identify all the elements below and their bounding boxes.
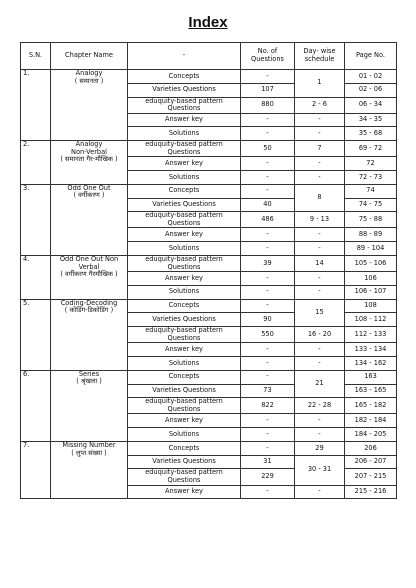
day-schedule: 30 - 31 (295, 455, 345, 485)
table-row (21, 184, 397, 198)
day-schedule: - (295, 242, 345, 256)
question-count: - (241, 441, 295, 455)
day-schedule: 7 (295, 141, 345, 157)
page-number: 69 - 72 (345, 141, 397, 157)
chapter-number: 5. (21, 299, 51, 370)
day-schedule: - (295, 343, 345, 357)
topic-cell: Concepts (128, 184, 241, 198)
topic-cell: Concepts (128, 370, 241, 384)
page-number: 206 - 207 (345, 455, 397, 469)
day-schedule: 22 - 28 (295, 398, 345, 414)
page-number: 106 (345, 272, 397, 286)
chapter-name-line: Coding-Decoding (60, 299, 118, 307)
day-schedule: 15 (295, 299, 345, 327)
chapter-number: 1. (21, 70, 51, 141)
question-count: - (241, 171, 295, 185)
day-schedule: 1 (295, 70, 345, 98)
table-row (21, 255, 397, 271)
chapter-name-line: Missing Number (62, 441, 116, 449)
chapter-name-line: ( समानता गैर-मौखिक ) (60, 155, 118, 164)
page-number: 215 - 216 (345, 485, 397, 499)
chapter-name (51, 141, 128, 185)
chapter-number: 7. (21, 441, 51, 498)
question-count: - (241, 70, 295, 84)
chapter-name (51, 70, 128, 141)
day-schedule: - (295, 171, 345, 185)
day-schedule: - (295, 428, 345, 442)
question-count: 73 (241, 384, 295, 398)
day-schedule: - (295, 414, 345, 428)
chapter-name-line: Analogy (75, 140, 103, 149)
day-schedule: - (295, 357, 345, 371)
page-number: 72 - 73 (345, 171, 397, 185)
header-schedule: Day- wise schedule (295, 43, 345, 70)
question-count: 31 (241, 455, 295, 469)
page-number: 184 - 205 (345, 428, 397, 442)
question-count: 822 (241, 398, 295, 414)
chapter-name-line: ( कोडिंग-डिकोडिंग ) (64, 306, 114, 315)
question-count: - (241, 272, 295, 286)
page-number: 163 (345, 370, 397, 384)
question-count: 486 (241, 212, 295, 228)
chapter-name-line: ( वर्गीकरण गैरमौखिक ) (60, 270, 118, 279)
day-schedule: 21 (295, 370, 345, 398)
index-table-body (21, 70, 397, 499)
topic-cell: eduquity-based pattern Questions (128, 398, 241, 414)
topic-cell: Answer key (128, 157, 241, 171)
topic-cell: eduquity-based pattern Questions (128, 469, 241, 485)
chapter-name-line: ( वर्गीकरण ) (73, 191, 105, 200)
chapter-name (51, 441, 128, 498)
question-count: 50 (241, 141, 295, 157)
page-number: 88 - 89 (345, 228, 397, 242)
chapter-name-line: Analogy (75, 69, 103, 77)
question-count: - (241, 127, 295, 141)
table-row (21, 299, 397, 313)
page-number: 108 - 112 (345, 313, 397, 327)
question-count: 39 (241, 255, 295, 271)
question-count: - (241, 357, 295, 371)
page-number: 01 - 02 (345, 70, 397, 84)
index-table (20, 42, 397, 499)
question-count: 107 (241, 83, 295, 97)
day-schedule: 9 - 13 (295, 212, 345, 228)
question-count: 90 (241, 313, 295, 327)
topic-cell: Varieties Questions (128, 198, 241, 212)
header-questions: No. of Questions (241, 43, 295, 70)
question-count: - (241, 343, 295, 357)
topic-cell: Answer key (128, 113, 241, 127)
chapter-name-line: ( श्रृंखला ) (76, 377, 102, 386)
question-count: - (241, 285, 295, 299)
topic-cell: Concepts (128, 299, 241, 313)
day-schedule: 29 (295, 441, 345, 455)
topic-cell: Solutions (128, 127, 241, 141)
chapter-name (51, 299, 128, 370)
table-row (21, 70, 397, 84)
page-number: 89 - 104 (345, 242, 397, 256)
topic-cell: Varieties Questions (128, 83, 241, 97)
topic-cell: eduquity-based pattern Questions (128, 212, 241, 228)
day-schedule: 8 (295, 184, 345, 212)
day-schedule: - (295, 113, 345, 127)
question-count: 880 (241, 97, 295, 113)
page-number: 134 - 162 (345, 357, 397, 371)
question-count: - (241, 228, 295, 242)
day-schedule: - (295, 157, 345, 171)
chapter-name-line: ( लुप्त संख्या ) (71, 448, 107, 457)
topic-cell: Solutions (128, 428, 241, 442)
topic-cell: eduquity-based pattern Questions (128, 97, 241, 113)
page-number: 72 (345, 157, 397, 171)
question-count: 40 (241, 198, 295, 212)
page-number: 75 - 88 (345, 212, 397, 228)
chapter-number: 3. (21, 184, 51, 255)
table-row (21, 141, 397, 157)
question-count: - (241, 428, 295, 442)
topic-cell: Solutions (128, 242, 241, 256)
topic-cell: Solutions (128, 171, 241, 185)
chapter-name-line: Odd One Out Non Verbal (59, 255, 119, 271)
question-count: 229 (241, 469, 295, 485)
page-number: 206 (345, 441, 397, 455)
page-number: 106 - 107 (345, 285, 397, 299)
day-schedule: - (295, 285, 345, 299)
day-schedule: - (295, 485, 345, 499)
page-number: 105 - 106 (345, 255, 397, 271)
header-chapter: Chapter Name (51, 43, 128, 70)
chapter-name-line: ( समानता ) (74, 76, 104, 85)
day-schedule: - (295, 228, 345, 242)
topic-cell: Varieties Questions (128, 384, 241, 398)
header-row (21, 43, 397, 70)
question-count: 550 (241, 327, 295, 343)
question-count: - (241, 157, 295, 171)
page-number: 112 - 133 (345, 327, 397, 343)
page-number: 165 - 182 (345, 398, 397, 414)
question-count: - (241, 485, 295, 499)
topic-cell: Varieties Questions (128, 455, 241, 469)
question-count: - (241, 184, 295, 198)
page-number: 06 - 34 (345, 97, 397, 113)
topic-cell: Varieties Questions (128, 313, 241, 327)
chapter-name-line: Series (78, 370, 100, 378)
day-schedule: - (295, 127, 345, 141)
question-count: - (241, 370, 295, 384)
question-count: - (241, 299, 295, 313)
page-number: 182 - 184 (345, 414, 397, 428)
topic-cell: Answer key (128, 228, 241, 242)
chapter-name (51, 255, 128, 299)
header-sn: S.N. (21, 43, 51, 70)
topic-cell: Answer key (128, 414, 241, 428)
chapter-name (51, 370, 128, 441)
topic-cell: Concepts (128, 441, 241, 455)
page-number: 74 - 75 (345, 198, 397, 212)
topic-cell: eduquity-based pattern Questions (128, 327, 241, 343)
question-count: - (241, 414, 295, 428)
page-number: 02 - 06 (345, 83, 397, 97)
page-number: 74 (345, 184, 397, 198)
topic-cell: Concepts (128, 70, 241, 84)
day-schedule: 14 (295, 255, 345, 271)
chapter-number: 4. (21, 255, 51, 299)
page-number: 133 - 134 (345, 343, 397, 357)
topic-cell: eduquity-based pattern Questions (128, 141, 241, 157)
header-topic: - (128, 43, 241, 70)
day-schedule: - (295, 272, 345, 286)
topic-cell: Solutions (128, 357, 241, 371)
page-number: 163 - 165 (345, 384, 397, 398)
topic-cell: Answer key (128, 272, 241, 286)
page-title: Index (188, 14, 228, 31)
chapter-number: 2. (21, 141, 51, 185)
chapter-name-line: Odd One Out (67, 184, 111, 192)
chapter-number: 6. (21, 370, 51, 441)
topic-cell: Answer key (128, 485, 241, 499)
topic-cell: eduquity-based pattern Questions (128, 255, 241, 271)
chapter-name-line: Non-Verbal (71, 147, 107, 156)
table-row (21, 370, 397, 384)
page-number: 35 - 68 (345, 127, 397, 141)
page-number: 34 - 35 (345, 113, 397, 127)
topic-cell: Answer key (128, 343, 241, 357)
question-count: - (241, 113, 295, 127)
topic-cell: Solutions (128, 285, 241, 299)
question-count: - (241, 242, 295, 256)
chapter-name (51, 184, 128, 255)
header-page: Page No. (345, 43, 397, 70)
page-number: 207 - 215 (345, 469, 397, 485)
day-schedule: 2 - 6 (295, 97, 345, 113)
page-number: 108 (345, 299, 397, 313)
day-schedule: 16 - 20 (295, 327, 345, 343)
table-row (21, 441, 397, 455)
